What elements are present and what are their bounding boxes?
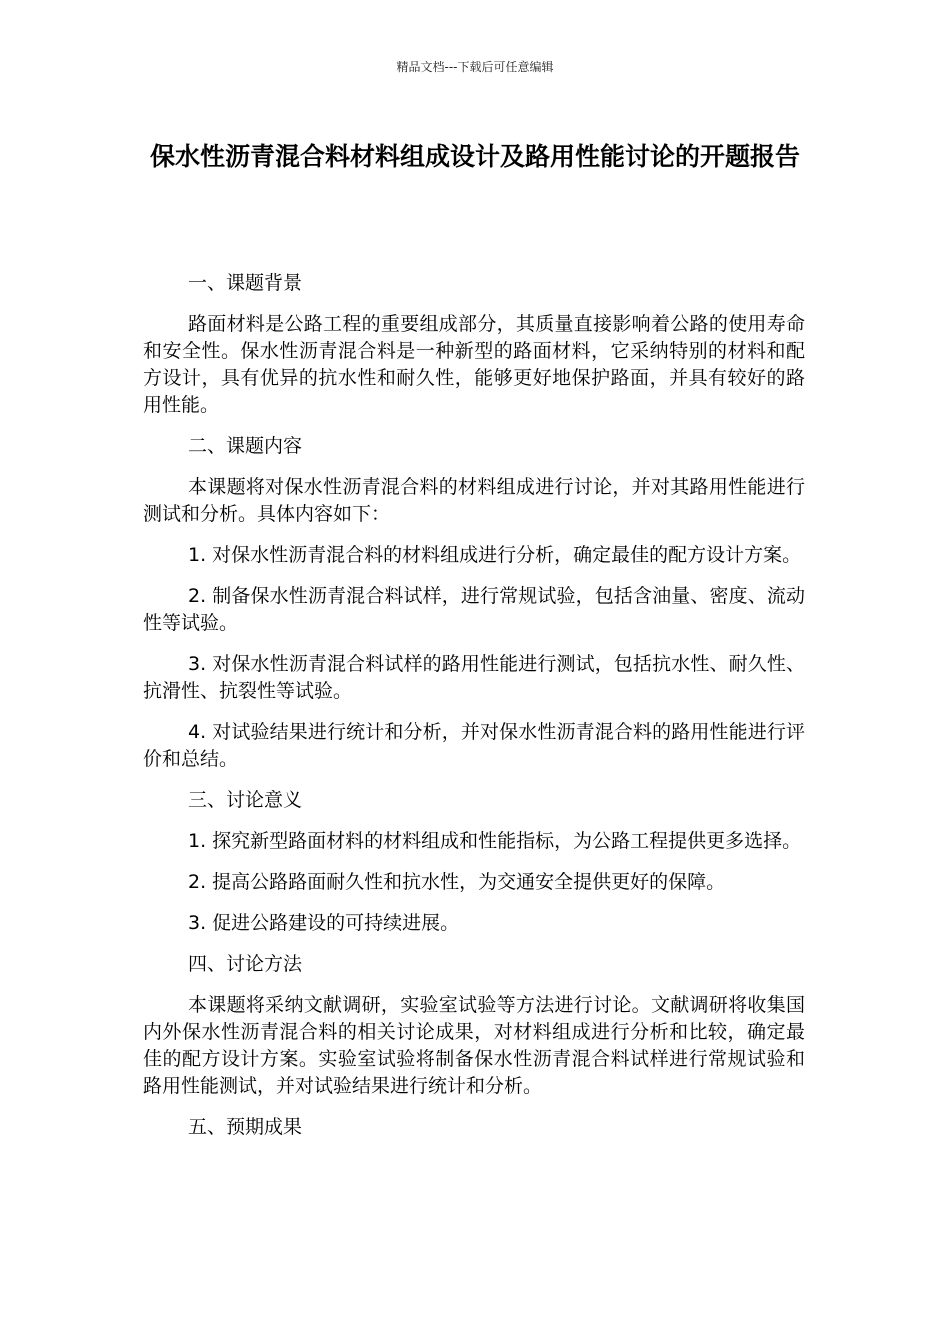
page-header: 精品文档---下载后可任意编辑 xyxy=(396,60,554,74)
list-item: 3. 促进公路建设的可持续进展。 xyxy=(188,912,460,934)
document-title: 保水性沥青混合料材料组成设计及路用性能讨论的开题报告 xyxy=(149,142,800,171)
list-item: 1. 探究新型路面材料的材料组成和性能指标，为公路工程提供更多选择。 xyxy=(188,830,802,852)
list-item: 2. 提高公路路面耐久性和抗水性，为交通安全提供更好的保障。 xyxy=(188,871,726,893)
section-heading: 三、讨论意义 xyxy=(188,789,303,811)
section-heading: 一、课题背景 xyxy=(188,272,303,294)
document-body xyxy=(143,270,805,1155)
paragraph: 本课题将采纳文献调研，实验室试验等方法进行讨论。文献调研将收集国内外保水性沥青混合料的相关讨论成果，对材料组成进行分析和比较，确定最佳的配方设计方案。实验室试验将制备保水性沥青混合料试样进行常规试验和路用性能测试，并对试验结果进行统计和分析。 xyxy=(143,994,805,1097)
section-heading: 二、课题内容 xyxy=(188,435,303,457)
paragraph: 路面材料是公路工程的重要组成部分，其质量直接影响着公路的使用寿命和安全性。保水性沥青混合料是一种新型的路面材料，它采纳特别的材料和配方设计，具有优异的抗水性和耐久性，能够更好地保护路面，并具有较好的路用性能。 xyxy=(143,313,805,416)
section-heading: 五、预期成果 xyxy=(188,1116,303,1138)
list-item: 1. 对保水性沥青混合料的材料组成进行分析，确定最佳的配方设计方案。 xyxy=(188,544,802,566)
paragraph: 本课题将对保水性沥青混合料的材料组成进行讨论，并对其路用性能进行测试和分析。具体内容如下： xyxy=(143,476,805,525)
section-heading: 四、讨论方法 xyxy=(188,953,303,975)
list-item: 3. 对保水性沥青混合料试样的路用性能进行测试，包括抗水性、耐久性、抗滑性、抗裂性等试验。 xyxy=(143,653,805,702)
list-item: 2. 制备保水性沥青混合料试样，进行常规试验，包括含油量、密度、流动性等试验。 xyxy=(143,585,805,634)
list-item: 4. 对试验结果进行统计和分析，并对保水性沥青混合料的路用性能进行评价和总结。 xyxy=(143,721,805,770)
